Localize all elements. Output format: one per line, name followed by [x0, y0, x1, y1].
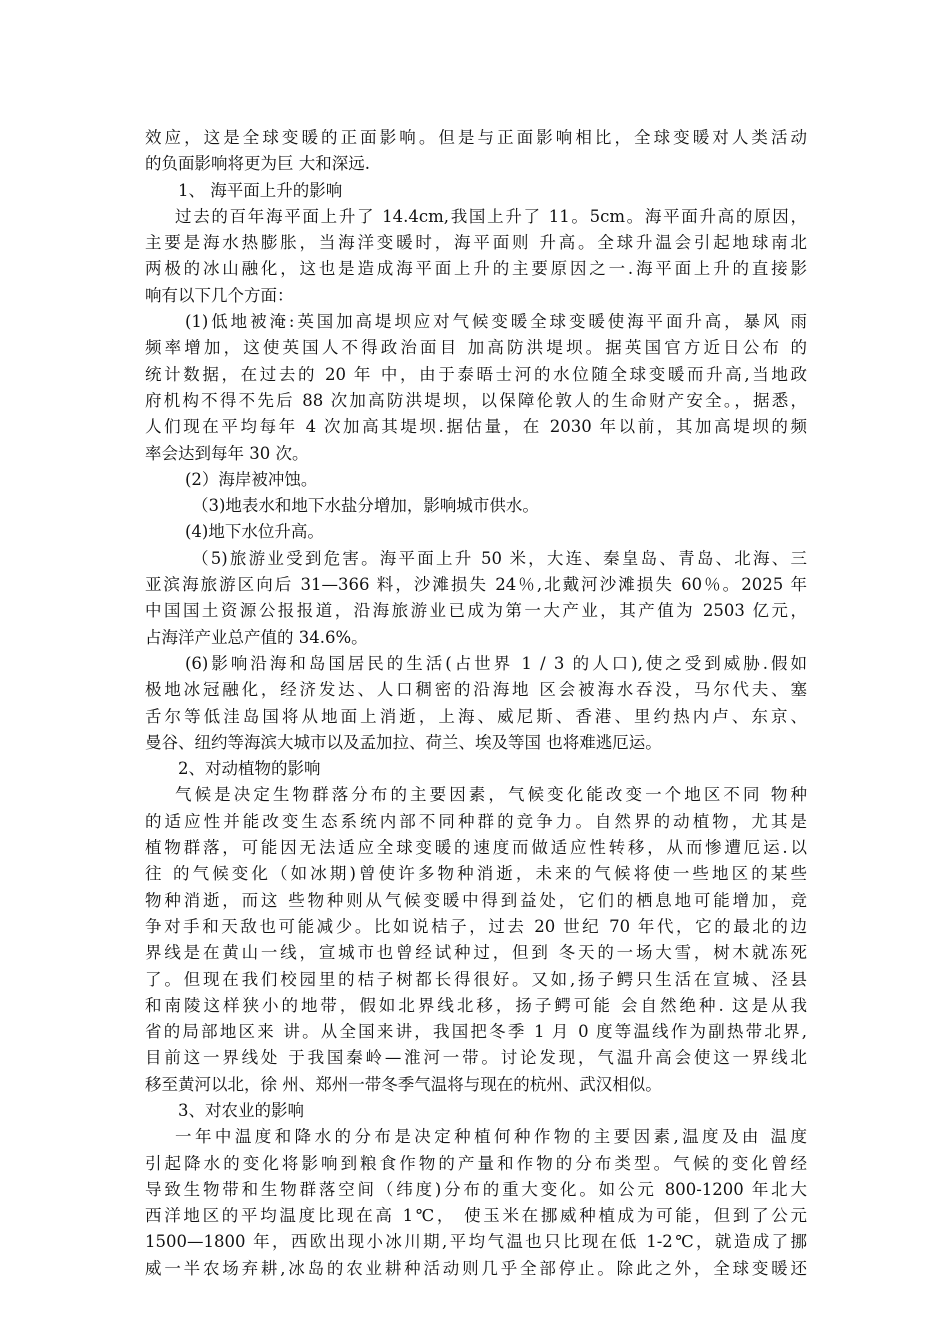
text-line: 省的局部地区来 讲。从全国来讲，我国把冬季 1 月 0 度等温线作为副热带北界, [145, 1022, 807, 1042]
text-line: 1、 海平面上升的影响 [178, 180, 343, 200]
text-line: 2、对动植物的影响 [178, 759, 321, 779]
text-line: 物种消逝，而这 些物种则从气候变暖中得到益处，它们的栖息地可能增加，竞 [145, 890, 807, 910]
text-line: 率会达到每年 30 次。 [145, 443, 309, 463]
text-line: 争对手和天敌也可能减少。比如说桔子，过去 20 世纪 70 年代，它的最北的边 [145, 916, 807, 936]
text-line: 两极的冰山融化，这也是造成海平面上升的主要原因之一.海平面上升的直接影 [145, 259, 807, 279]
text-line: 1500—1800 年，西欧出现小冰川期,平均气温也只比现在低 1-2℃，就造成了挪 [145, 1232, 807, 1252]
text-line: 目前这一界线处 于我国秦岭—淮河一带。讨论发现，气温升高会使这一界线北 [145, 1048, 807, 1068]
text-line: (2）海岸被冲蚀。 [185, 469, 318, 489]
text-line: 曼谷、纽约等海滨大城市以及孟加拉、荷兰、埃及等国 也将难逃厄运。 [145, 732, 662, 752]
text-line: (6)影响沿海和岛国居民的生活(占世界 1 / 3 的人口),使之受到威胁.假如 [185, 653, 807, 673]
text-line: （5)旅游业受到危害。海平面上升 50 米，大连、秦皇岛、青岛、北海、三 [192, 548, 807, 568]
text-line: 的适应性并能改变生态系统内部不同种群的竞争力。自然界的动植物，尤其是 [145, 811, 807, 831]
text-line: 西洋地区的平均温度比现在高 1℃， 使玉米在挪威种植成为可能，但到了公元 [145, 1206, 807, 1226]
text-line: 舌尔等低洼岛国将从地面上消逝，上海、威尼斯、香港、里约热内卢、东京、 [145, 706, 807, 726]
text-line: (1)低地被淹:英国加高堤坝应对气候变暖全球变暖使海平面升高，暴风 雨 [185, 312, 807, 332]
document-body [145, 125, 807, 1282]
text-line: 效应，这是全球变暖的正面影响。但是与正面影响相比，全球变暖对人类活动 [145, 128, 807, 147]
text-line: 响有以下几个方面： [145, 285, 294, 305]
text-line: 亚滨海旅游区向后 31—366 料，沙滩损失 24％,北戴河沙滩损失 60％。2025 年 [145, 575, 807, 595]
text-line: 威一半农场弃耕,冰岛的农业耕种活动则几乎全部停止。除此之外，全球变暖还 [145, 1258, 807, 1278]
text-line: 植物群落，可能因无法适应全球变暖的速度而做适应性转移，从而惨遭厄运.以 [145, 838, 807, 858]
text-line: 的负面影响将更为巨 大和深远. [145, 154, 370, 174]
text-line: 界线是在黄山一线，宣城市也曾经试种过，但到 冬天的一场大雪，树木就冻死 [145, 943, 807, 963]
text-line: 一年中温度和降水的分布是决定种植何种作物的主要因素,温度及由 温度 [175, 1127, 807, 1147]
text-line: 占海洋产业总产值的 34.6%。 [145, 627, 368, 647]
text-line: 统计数据，在过去的 20 年 中，由于泰晤士河的水位随全球变暖而升高,当地政 [145, 364, 807, 384]
text-line: 了。但现在我们校园里的桔子树都长得很好。又如,扬子鳄只生活在宣城、泾县 [145, 969, 807, 989]
text-line: 3、对农业的影响 [178, 1100, 304, 1120]
text-line: (4)地下水位升高。 [185, 522, 324, 542]
text-line: 往 的气候变化（如冰期)曾使许多物种消逝，未来的气候将使一些地区的某些 [145, 864, 807, 884]
text-line: 移至黄河以北，徐 州、郑州一带冬季气温将与现在的杭州、武汉相似。 [145, 1074, 662, 1094]
text-line: 导致生物带和生物群落空间（纬度)分布的重大变化。如公元 800-1200 年北大 [145, 1179, 807, 1199]
text-line: 中国国土资源公报报道，沿海旅游业已成为第一大产业，其产值为 2503 亿元， [145, 601, 807, 621]
text-line: 人们现在平均每年 4 次加高其堤坝.据估量，在 2030 年以前，其加高堤坝的频 [145, 417, 807, 437]
text-line: 主要是海水热膨胀，当海洋变暖时，海平面则 升高。全球升温会引起地球南北 [145, 233, 807, 253]
text-line: 引起降水的变化将影响到粮食作物的产量和作物的分布类型。气候的变化曾经 [145, 1153, 807, 1173]
text-line: 气候是决定生物群落分布的主要因素，气候变化能改变一个地区不同 物种 [175, 785, 807, 805]
text-line: 和南陵这样狭小的地带，假如北界线北移，扬子鳄可能 会自然绝种. 这是从我 [145, 995, 807, 1015]
text-line: （3)地表水和地下水盐分增加，影响城市供水。 [192, 496, 539, 516]
text-line: 过去的百年海平面上升了 14.4cm,我国上升了 11。5cm。海平面升高的原因， [175, 206, 807, 226]
text-line: 极地冰冠融化，经济发达、人口稠密的沿海地 区会被海水吞没，马尔代夫、塞 [145, 680, 807, 700]
text-line: 频率增加，这使英国人不得政治面目 加高防洪堤坝。据英国官方近日公布 的 [145, 338, 807, 358]
text-line: 府机构不得不先后 88 次加高防洪堤坝，以保障伦敦人的生命财产安全。，据悉， [145, 390, 807, 410]
